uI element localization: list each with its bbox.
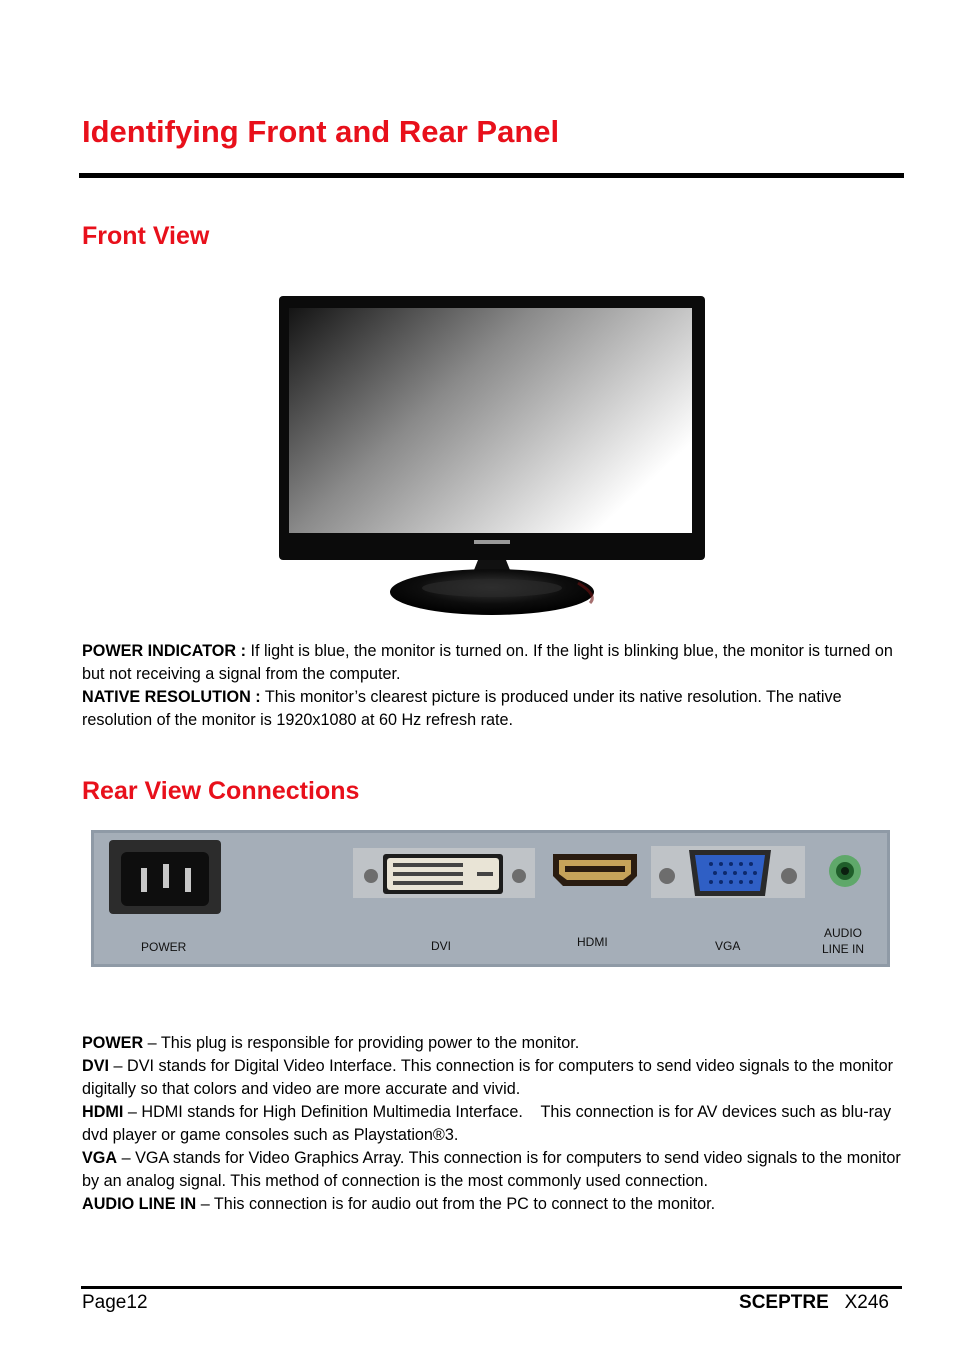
- footer-product: [739, 1292, 889, 1314]
- front-view-heading: Front View: [82, 222, 210, 250]
- title-divider: [79, 173, 904, 178]
- footer-model: X246: [844, 1292, 889, 1313]
- vga-port-label: VGA: [715, 939, 741, 953]
- vga-description: VGA – VGA stands for Video Graphics Array. This connection is for computers to send video signals to the monitor by an analog signal. This method of connection is the most commonly used connection.: [82, 1149, 901, 1190]
- rear-panel-image: [91, 830, 890, 967]
- footer-divider: [81, 1286, 902, 1289]
- footer-brand: SCEPTRE: [739, 1292, 829, 1313]
- audio-port-label-line1: AUDIO: [824, 926, 863, 940]
- power-port-label: POWER: [141, 940, 187, 954]
- hdmi-description: HDMI – HDMI stands for High Definition Multimedia Interface. This connection is for AV devices such as blu-ray dvd player or game consoles such as Playstation®3.: [82, 1103, 896, 1144]
- dvi-description: DVI – DVI stands for Digital Video Interface. This connection is for computers to send video signals to the monitor digitally so that colors and video are more accurate and vivid.: [82, 1057, 894, 1098]
- rear-view-heading: Rear View Connections: [82, 777, 360, 805]
- dvi-port-label: DVI: [431, 939, 452, 953]
- rear-view-descriptions: [82, 1032, 907, 1216]
- power-description: POWER – This plug is responsible for providing power to the monitor.: [82, 1034, 580, 1052]
- power-indicator-description: POWER INDICATOR : If light is blue, the monitor is turned on. If the light is blinking blue, the monitor is turned on but not receiving a signal from the computer.: [82, 642, 893, 683]
- vga-port-icon: [651, 846, 805, 898]
- front-view-descriptions: [82, 640, 907, 732]
- page-title: Identifying Front and Rear Panel: [82, 114, 560, 149]
- power-socket-icon: [109, 840, 221, 914]
- hdmi-port-label: HDMI: [577, 935, 608, 949]
- page-number: Page12: [82, 1292, 148, 1313]
- monitor-front-image: [278, 295, 706, 617]
- audio-line-in-description: AUDIO LINE IN – This connection is for audio out from the PC to connect to the monitor.: [82, 1195, 716, 1213]
- native-resolution-description: NATIVE RESOLUTION : This monitor’s clearest picture is produced under its native resolution. The native resolution of the monitor is 1920x1080 at 60 Hz refresh rate.: [82, 688, 842, 729]
- audio-jack-icon: [829, 855, 861, 887]
- audio-port-label-line2: LINE IN: [822, 942, 865, 956]
- dvi-port-icon: [353, 848, 535, 898]
- hdmi-port-icon: [553, 854, 637, 886]
